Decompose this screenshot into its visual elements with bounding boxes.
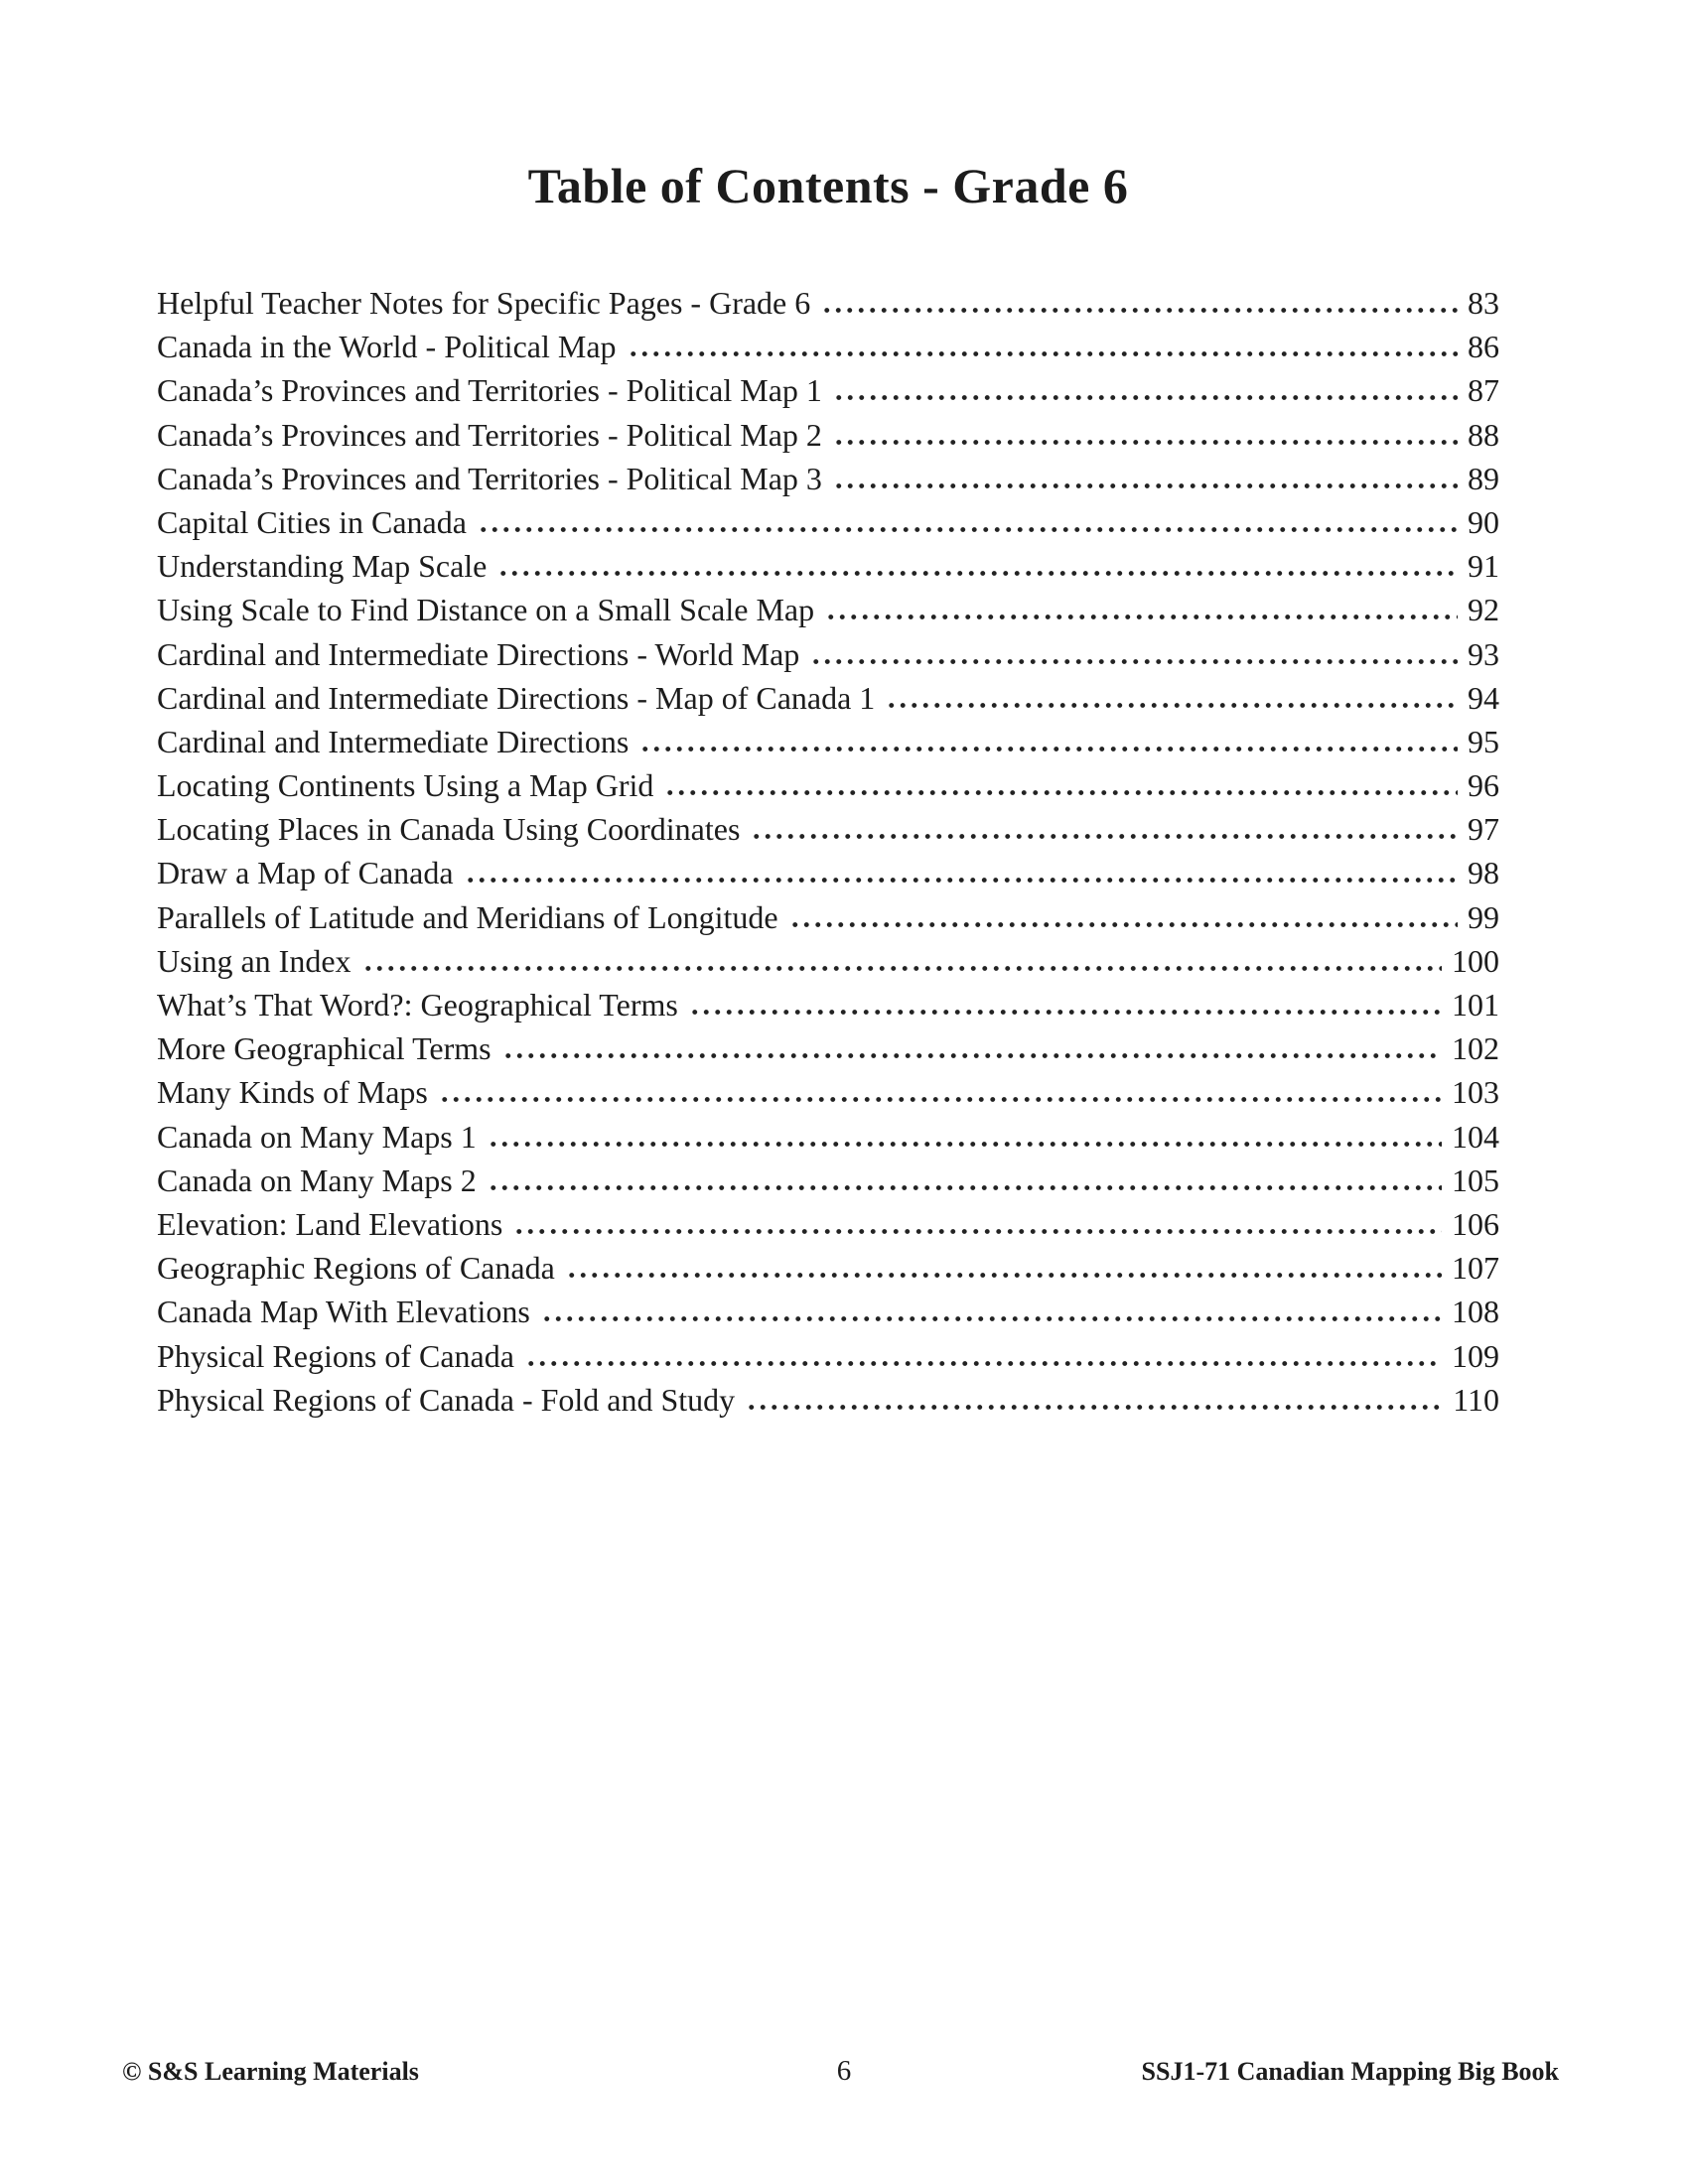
toc-entry <box>157 1378 1499 1422</box>
toc-entry-page-number: 90 <box>1468 503 1499 540</box>
toc-entry <box>157 500 1499 544</box>
toc-entry <box>157 676 1499 720</box>
toc-entry-label: Locating Places in Canada Using Coordinates <box>157 811 741 848</box>
footer-product-code: SSJ1-71 Canadian Mapping Big Book <box>1141 2057 1559 2086</box>
dotted-leader <box>751 833 1458 840</box>
dotted-leader <box>789 921 1458 928</box>
toc-entry <box>157 1070 1499 1114</box>
toc-entry-page-number: 99 <box>1468 898 1499 935</box>
toc-entry-page-number: 95 <box>1468 723 1499 759</box>
toc-entry-label: Locating Continents Using a Map Grid <box>157 767 654 804</box>
toc-entry-label: Canada on Many Maps 1 <box>157 1118 477 1155</box>
toc-entry <box>157 544 1499 588</box>
toc-entry-label: Canada’s Provinces and Territories - Political Map 2 <box>157 416 822 453</box>
dotted-leader <box>488 1184 1442 1191</box>
toc-entry-label: Geographic Regions of Canada <box>157 1250 555 1287</box>
toc-entry <box>157 1290 1499 1333</box>
dotted-leader <box>746 1404 1443 1411</box>
toc-entry-label: Elevation: Land Elevations <box>157 1205 503 1242</box>
footer-copyright: © S&S Learning Materials <box>122 2057 419 2086</box>
toc-entry-label: More Geographical Terms <box>157 1030 492 1067</box>
toc-entry <box>157 851 1499 894</box>
dotted-leader <box>810 658 1458 665</box>
toc-entry-page-number: 98 <box>1468 855 1499 891</box>
toc-entry-page-number: 101 <box>1452 987 1499 1023</box>
dotted-leader <box>886 702 1458 709</box>
dotted-leader <box>497 570 1458 577</box>
toc-entry-page-number: 108 <box>1452 1294 1499 1330</box>
toc-entry-page-number: 87 <box>1468 372 1499 409</box>
toc-entry-page-number: 91 <box>1468 548 1499 585</box>
toc-entry <box>157 720 1499 763</box>
toc-entry-page-number: 105 <box>1452 1161 1499 1198</box>
toc-entry-label: Cardinal and Intermediate Directions - World Map <box>157 635 800 672</box>
page-title: Table of Contents - Grade 6 <box>527 158 1129 213</box>
toc-entry-label: Canada’s Provinces and Territories - Political Map 3 <box>157 460 822 496</box>
dotted-leader <box>513 1228 1442 1235</box>
toc-entry-label: Canada’s Provinces and Territories - Political Map 1 <box>157 372 822 409</box>
toc-entry-page-number: 100 <box>1452 942 1499 979</box>
dotted-leader <box>821 307 1458 314</box>
toc-entry <box>157 281 1499 325</box>
dotted-leader <box>488 1141 1442 1148</box>
toc-entry-page-number: 106 <box>1452 1205 1499 1242</box>
toc-entry-label: What’s That Word?: Geographical Terms <box>157 987 678 1023</box>
dotted-leader <box>525 1360 1442 1367</box>
toc-entry-page-number: 107 <box>1452 1250 1499 1287</box>
toc-entry <box>157 939 1499 983</box>
toc-entry-label: Canada on Many Maps 2 <box>157 1161 477 1198</box>
toc-entry <box>157 368 1499 412</box>
dotted-leader <box>566 1272 1442 1279</box>
dotted-leader <box>833 439 1458 446</box>
toc-entry-page-number: 104 <box>1452 1118 1499 1155</box>
toc-entry <box>157 1334 1499 1378</box>
toc-entry <box>157 588 1499 631</box>
dotted-leader <box>541 1315 1442 1322</box>
toc-entry <box>157 413 1499 457</box>
dotted-leader <box>362 965 1442 972</box>
dotted-leader <box>502 1052 1442 1059</box>
toc-entry-page-number: 94 <box>1468 679 1499 716</box>
dotted-leader <box>465 877 1458 884</box>
toc-entry-label: Using Scale to Find Distance on a Small Scale Map <box>157 592 815 628</box>
toc-entry <box>157 457 1499 500</box>
toc-entry-label: Capital Cities in Canada <box>157 503 467 540</box>
toc-entry-page-number: 92 <box>1468 592 1499 628</box>
toc-entry-page-number: 110 <box>1453 1381 1499 1418</box>
dotted-leader <box>833 482 1458 489</box>
toc-entry-label: Using an Index <box>157 942 352 979</box>
toc-entry <box>157 1026 1499 1070</box>
toc-entry <box>157 1159 1499 1202</box>
toc-entry-page-number: 89 <box>1468 460 1499 496</box>
toc-entry-label: Understanding Map Scale <box>157 548 488 585</box>
toc-entry-label: Draw a Map of Canada <box>157 855 454 891</box>
toc-entry-label: Canada in the World - Political Map <box>157 329 617 365</box>
toc-entry <box>157 1115 1499 1159</box>
dotted-leader <box>439 1096 1442 1103</box>
dotted-leader <box>833 394 1458 401</box>
toc-entry-label: Cardinal and Intermediate Directions - Map of Canada 1 <box>157 679 876 716</box>
toc-entry <box>157 763 1499 807</box>
toc-entry <box>157 1246 1499 1290</box>
toc-entry-page-number: 96 <box>1468 767 1499 804</box>
toc-entry-page-number: 86 <box>1468 329 1499 365</box>
dotted-leader <box>664 789 1458 796</box>
toc-entry-label: Parallels of Latitude and Meridians of Longitude <box>157 898 778 935</box>
toc-entry <box>157 325 1499 368</box>
toc-entry <box>157 895 1499 939</box>
dotted-leader <box>825 614 1458 620</box>
toc-entry-label: Cardinal and Intermediate Directions <box>157 723 630 759</box>
toc-entry-page-number: 97 <box>1468 811 1499 848</box>
toc-entry <box>157 807 1499 851</box>
footer-page-number: 6 <box>836 2055 852 2087</box>
toc-entry-page-number: 93 <box>1468 635 1499 672</box>
toc-entry-page-number: 88 <box>1468 416 1499 453</box>
toc-entry-label: Canada Map With Elevations <box>157 1294 530 1330</box>
toc-entry-label: Physical Regions of Canada - Fold and Study <box>157 1381 736 1418</box>
toc-entry-label: Physical Regions of Canada <box>157 1337 514 1374</box>
dotted-leader <box>628 350 1458 357</box>
dotted-leader <box>689 1009 1442 1016</box>
toc-entry-page-number: 83 <box>1468 285 1499 321</box>
toc-entry-page-number: 102 <box>1452 1030 1499 1067</box>
toc-entry-page-number: 103 <box>1452 1074 1499 1111</box>
toc-list <box>157 281 1499 1422</box>
toc-entry <box>157 632 1499 676</box>
dotted-leader <box>639 746 1458 752</box>
toc-entry-label: Many Kinds of Maps <box>157 1074 428 1111</box>
toc-entry-page-number: 109 <box>1452 1337 1499 1374</box>
toc-entry-label: Helpful Teacher Notes for Specific Pages - Grade 6 <box>157 285 811 321</box>
toc-entry <box>157 1202 1499 1246</box>
toc-entry <box>157 983 1499 1026</box>
dotted-leader <box>478 526 1458 533</box>
